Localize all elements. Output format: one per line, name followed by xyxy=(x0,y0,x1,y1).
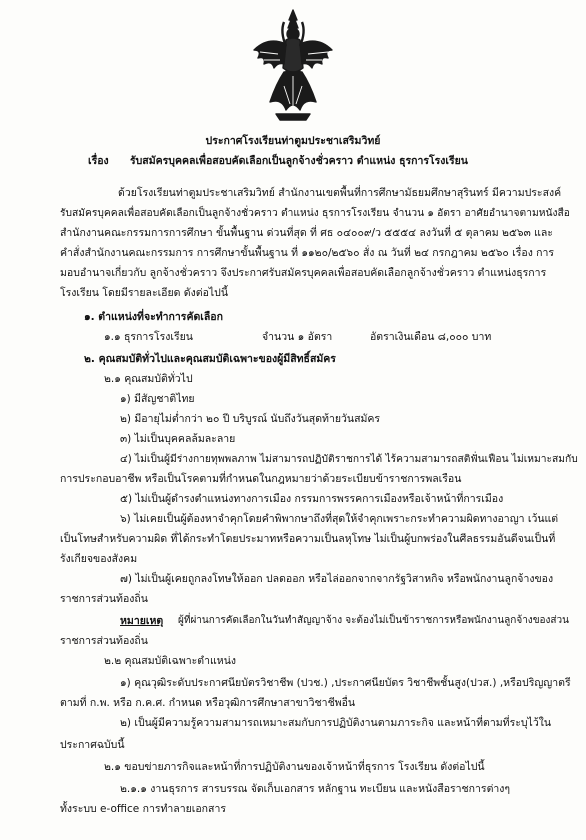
specific-item: ๒) เป็นผู้มีความรู้ความสามารถเหมาะสมกับการปฏิบัติงานตามภาระกิจ และหน้าที่ตามที่ระบุไว้ใน xyxy=(120,717,552,729)
qualification-item: ๑) มีสัญชาติไทย xyxy=(120,393,195,405)
intro-line: รับสมัครบุคคลเพื่อสอบคัดเลือกเป็นลูกจ้างชั่วคราว ตำแหน่ง ธุรการโรงเรียน จำนวน ๑ อัตรา อาศัยอำนาจตามหนังสือ xyxy=(60,207,570,219)
qualification-item: ๕) ไม่เป็นผู้ดำรงตำแหน่งทางการเมือง กรรมการพรรคการเมืองหรือเจ้าหน้าที่การเมือง xyxy=(120,493,504,505)
duty-item: ๒.๑.๑ งานธุรการ สารบรรณ จัดเก็บเอกสาร หลักฐาน ทะเบียน และหนังสือราชการต่างๆ xyxy=(120,783,511,795)
specific-item-cont: ประกาศฉบับนี้ xyxy=(60,739,125,751)
subject-label: เรื่อง xyxy=(88,155,109,167)
subject-text: รับสมัครบุคคลเพื่อสอบคัดเลือกเป็นลูกจ้างชั่วคราว ตำแหน่ง ธุรการโรงเรียน xyxy=(130,155,468,167)
intro-line: ด้วยโรงเรียนท่าตูมประชาเสริมวิทย์ สำนักงานเขตพื้นที่การศึกษามัธยมศึกษาสุรินทร์ มีความประสงค์ xyxy=(118,187,562,199)
section2-heading: ๒. คุณสมบัติทั่วไปและคุณสมบัติเฉพาะของผู้มีสิทธิ์สมัคร xyxy=(84,353,336,365)
qualification-item: ๒) มีอายุไม่ต่ำกว่า ๒๐ ปี บริบูรณ์ นับถึงวันสุดท้ายวันสมัคร xyxy=(120,413,381,425)
intro-line: โรงเรียน โดยมีรายละเอียด ดังต่อไปนี้ xyxy=(60,287,228,299)
position-salary: อัตราเงินเดือน ๘,๐๐๐ บาท xyxy=(370,331,492,343)
general-qualifications-heading: ๒.๑ คุณสมบัติทั่วไป xyxy=(104,373,193,385)
intro-line: สำนักงานคณะกรรมการการศึกษา ขั้นพื้นฐาน ด่วนที่สุด ที่ ศธ ๐๔๐๐๙/ว ๕๕๕๔ ลงวันที่ ๕ ตุลาคม ๒๕๖๓ และ xyxy=(60,227,553,239)
position-count: จำนวน ๑ อัตรา xyxy=(262,331,333,343)
note-text-cont: ราชการส่วนท้องถิ่น xyxy=(60,635,148,647)
garuda-emblem-icon xyxy=(248,6,338,124)
specific-qualifications-heading: ๒.๒ คุณสมบัติเฉพาะตำแหน่ง xyxy=(104,655,237,667)
position-name: ๑.๑ ธุรการโรงเรียน xyxy=(104,331,193,343)
qualification-item-cont: รังเกียจของสังคม xyxy=(60,553,138,565)
section1-heading: ๑. ตำแหน่งที่จะทำการคัดเลือก xyxy=(84,311,223,323)
document-title: ประกาศโรงเรียนท่าตูมประชาเสริมวิทย์ xyxy=(205,135,381,147)
qualification-item-cont: การประกอบอาชีพ หรือเป็นโรคตามที่กำหนดในกฎหมายว่าด้วยระเบียบข้าราชการพลเรือน xyxy=(60,473,462,485)
intro-line: มอบอำนาจเกี่ยวกับ ลูกจ้างชั่วคราว จึงประกาศรับสมัครบุคคลเพื่อสอบคัดเลือกลูกจ้างชั่วคราว ตำแหน่งธุรการ xyxy=(60,267,547,279)
qualification-item: ๓) ไม่เป็นบุคคลล้มละลาย xyxy=(120,433,236,445)
duty-item-cont: ทั้งระบบ e-office การทำลายเอกสาร xyxy=(60,803,226,815)
intro-line: คำสั่งสำนักงานคณะกรรมการ การศึกษาขั้นพื้นฐาน ที่ ๑๑๒๐/๒๕๖๐ สั่ง ณ วันที่ ๒๔ กรกฎาคม ๒๕๖๐ เรื่อง การ xyxy=(60,247,555,259)
duties-heading: ๒.๑ ขอบข่ายภารกิจและหน้าที่การปฏิบัติงานของเจ้าหน้าที่ธุรการ โรงเรียน ดังต่อไปนี้ xyxy=(104,761,485,773)
qualification-item: ๖) ไม่เคยเป็นผู้ต้องหาจำคุกโดยคำพิพากษาถึงที่สุดให้จำคุกเพราะกระทำความผิดทางอาญา เว้นแต่ xyxy=(120,513,559,525)
qualification-item: ๔) ไม่เป็นผู้มีร่างกายทุพพลภาพ ไม่สามารถปฏิบัติราชการได้ ไร้ความสามารถสติฟั่นเฟือน ไม่เหมาะสมกับ xyxy=(120,453,578,465)
note-text: ผู้ที่ผ่านการคัดเลือกในวันทำสัญญาจ้าง จะต้องไม่เป็นข้าราชการหรือพนักงานลูกจ้างของส่วน xyxy=(178,615,569,626)
specific-item: ๑) คุณวุฒิระดับประกาศนียบัตรวิชาชีพ (ปวช.) ,ประกาศนียบัตร วิชาชีพชั้นสูง(ปวส.) ,หรือปริญญาตรี xyxy=(120,677,571,689)
specific-item-cont: ตามที่ ก.พ. หรือ ก.ค.ศ. กำหนด หรือวุฒิการศึกษาสาขาวิชาชีพอื่น xyxy=(60,697,356,709)
qualification-item-cont: ราชการส่วนท้องถิ่น xyxy=(60,593,148,605)
qualification-item: ๗) ไม่เป็นผู้เคยถูกลงโทษให้ออก ปลดออก หรือไล่ออกจากจากรัฐวิสาหกิจ หรือพนักงานลูกจ้างของ xyxy=(120,573,554,585)
qualification-item-cont: เป็นโทษสำหรับความผิด ที่ได้กระทำโดยประมาทหรือความเป็นลหุโทษ ไม่เป็นผู้บกพร่องในศีลธรรมอันดีจนเป็นที่ xyxy=(60,533,556,545)
note-label: หมายเหตุ xyxy=(120,615,164,627)
